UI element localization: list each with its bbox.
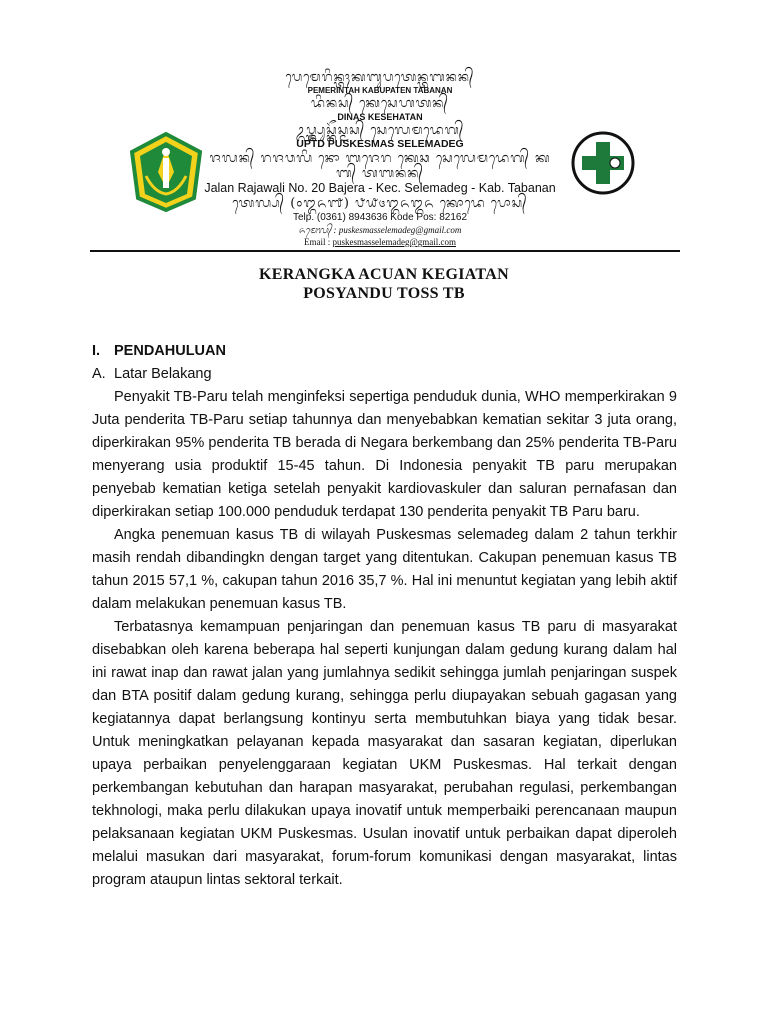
- balinese-script-line: ᬚᬮᬦ᭄ ᬭᬚᬯᬮᬶ ᬦᭀ ᬩᬚᬾᬭ ᬓᬾᬘ ᬲᬾᬮᬾᬫᬤᬾᬕ᭄ ᬓᬩ᭄ ᬢᬩᬦᬦ᭄: [209, 151, 551, 181]
- paragraph: Penyakit TB-Paru telah menginfeksi sepertiga penduduk dunia, WHO memperkirakan 9 Juta penderita TB-Paru setiap tahunnya dan menyebabkan kematian sekitar 3 juta orang, diperkirakan 95% penderita TB berada di Negara berkembang dan 25% penderita TB-Paru menyerang usia produktif 15-45 tahun. Di Indonesia penyakit TB paru merupakan penyebab kematian ketiga setelah penyakit kardiovaskuler dan saluran pernafasan dan diperkirakan setiap 100.000 penduduk terdapat 130 penderita penyakit TB Paru baru.: [92, 389, 677, 520]
- email-label: Email :: [303, 237, 333, 247]
- government-name: PEMERINTAH KABUPATEN TABANAN: [307, 86, 453, 95]
- section-number: I.: [92, 343, 101, 359]
- section-title: PENDAHULUAN: [114, 343, 226, 359]
- balinese-script-line: ᬢᬾᬮ᭄ᬧ᭄ (᭐᭓᭖᭑) ᭘᭙᭔᭓᭖᭓᭖ ᬓᭀᬤᬾ ᬧᭀᬲ᭄: [232, 196, 528, 211]
- document-subtitle: POSYANDU TOSS TB: [303, 285, 465, 302]
- subsection-title: Latar Belakang: [114, 366, 212, 382]
- puskesmas-logo-icon: [570, 130, 636, 196]
- email-link[interactable]: puskesmasselemadeg@gmail.com: [332, 237, 456, 247]
- document-title: KERANGKA ACUAN KEGIATAN: [259, 266, 509, 283]
- balinese-script-line: ᬧᬾᬫᬾᬭᬶᬦ᭄ᬢᬄᬓᬩᬸᬧᬢᬾᬦ᭄ᬢᬩᬦᬦ᭄: [285, 70, 475, 85]
- letterhead-text: [200, 70, 560, 248]
- balinese-script-line: ᬤᬶᬦᬲ᭄ ᬓᬾᬲᬾᬳᬢᬦ᭄: [311, 96, 449, 111]
- department-name: DINAS KESEHATAN: [337, 112, 423, 122]
- section-heading: [92, 340, 677, 363]
- regency-emblem-icon: [130, 132, 202, 212]
- email-italic: [200, 224, 560, 236]
- unit-name: UPTD PUSKESMAS SELEMADEG: [296, 138, 464, 150]
- letterhead: [90, 70, 680, 252]
- email-script-prefix: ᬏᬫᬾᬮ᭄ :: [298, 225, 337, 235]
- subsection-number: A.: [92, 366, 106, 382]
- address: Jalan Rajawali No. 20 Bajera - Kec. Selemadeg - Kab. Tabanan: [204, 181, 556, 195]
- paragraph: Terbatasnya kemampuan penjaringan dan penemuan kasus TB paru di masyarakat disebabkan oleh karena beberapa hal seperti kunjungan dalam gedung kurang dalam hal ini rawat inap dan rawat jalan yang jumlahnya sedikit sehingga jumlah penjaringan suspek dan BTA positif dalam gedung kurang, sehingga perlu diupayakan sebuah gagasan yang kegiatannya dapat berlangsung kontinyu serta membutuhkan biaya yang tidak besar. Untuk meningkatkan pelayanan kepada masyarakat dan sasaran kegiatan, diperlukan upaya perbaikan penyelenggaraan kegiatan UKM Puskesmas. Hal terkait dengan perkembangan kebutuhan dan harapan masyarakat, perubahan regulasi, perkembangan tekhnologi, maka perlu dilakukan upaya inovatif untuk memperbaiki perencanaan maupun pelaksanaan kegiatan UKM Puskesmas. Usulan inovatif untuk perbaikan dapat diperoleh melalui masukan dari masyarakat, forum-forum komunikasi dengan masyarakat, lintas program ataupun lintas sektoral terkait.: [92, 619, 677, 888]
- email-line: [200, 236, 560, 248]
- telephone: Telp. (0361) 8943636 Kode Pos: 82162: [292, 212, 468, 223]
- email-italic-address: puskesmasselemadeg@gmail.com: [338, 225, 462, 235]
- paragraph: Angka penemuan kasus TB di wilayah Puskesmas selemadeg dalam 2 tahun terkhir masih rendah dibandingkn dengan target yang ditentukan. Cakupan penemuan kasus TB tahun 2015 57,1 %, cakupan tahun 2016 35,7 %. Hal ini menuntut kegiatan yang lebih aktif dalam melakukan penemuan kasus TB.: [92, 527, 677, 612]
- balinese-script-line: ᬉᬧ᭄ᬢ᭄ᬤ᭄ᬧᬸᬲ᭄ᬓᭂᬲ᭄ᬫᬲ᭄ ᬲᬾᬮᬾᬫᬤᬾᬕ᭄: [295, 123, 465, 138]
- document-body: [92, 340, 677, 892]
- subsection-heading: [92, 363, 677, 386]
